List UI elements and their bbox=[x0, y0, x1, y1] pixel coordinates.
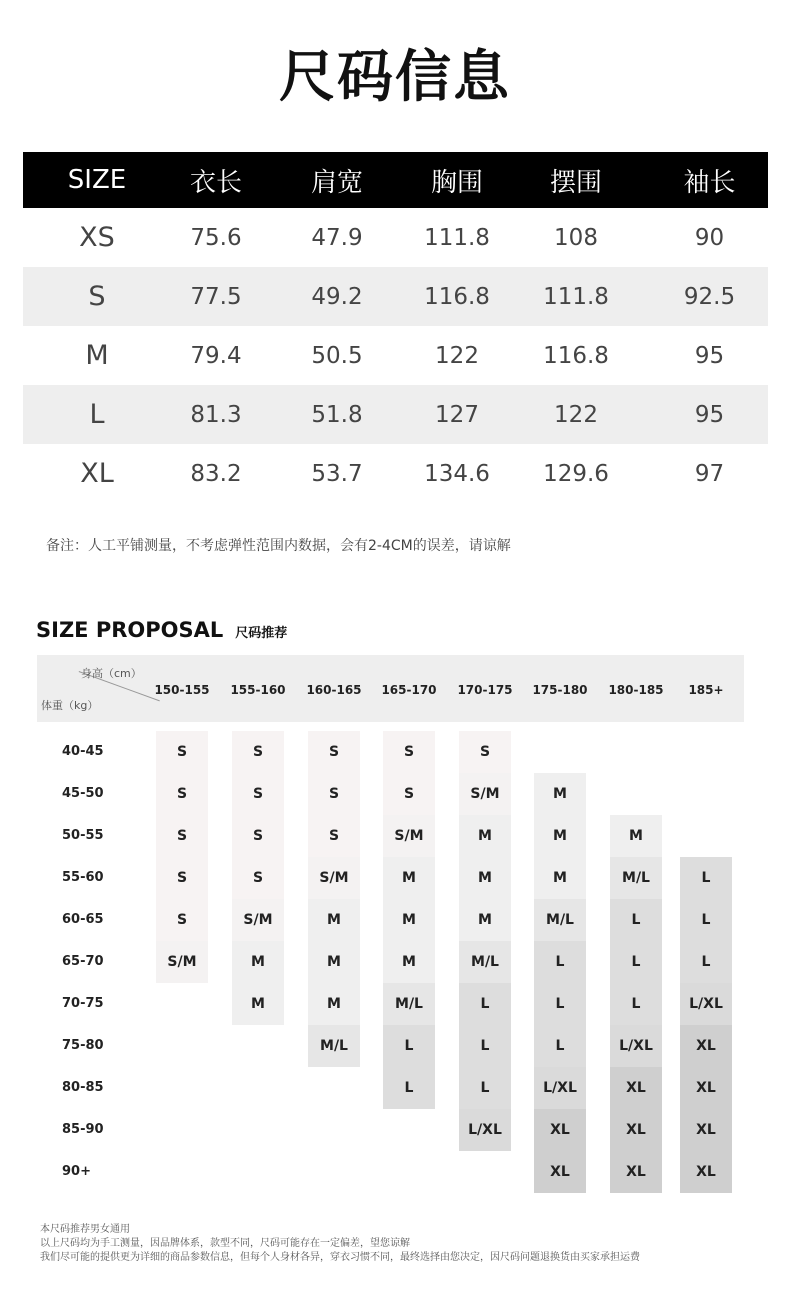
weight-range: 50-55 bbox=[62, 828, 104, 843]
recommended-size-cell: XL bbox=[680, 1151, 732, 1193]
recommended-size-cell: S bbox=[232, 731, 284, 773]
size-table-header bbox=[23, 152, 768, 208]
proposal-title bbox=[36, 618, 287, 642]
size-value: 79.4 bbox=[190, 342, 242, 369]
recommended-size-cell: L/XL bbox=[680, 983, 732, 1025]
size-value: 81.3 bbox=[190, 401, 242, 428]
size-value: 111.8 bbox=[424, 224, 490, 251]
size-table bbox=[23, 152, 768, 503]
recommended-size-cell: L bbox=[680, 941, 732, 983]
size-value: 51.8 bbox=[311, 401, 363, 428]
recommended-size-cell: M bbox=[459, 899, 511, 941]
recommended-size-cell: L bbox=[383, 1067, 435, 1109]
recommended-size-cell: S bbox=[156, 857, 208, 899]
header-cell: 摆围 bbox=[549, 167, 602, 198]
recommended-size-cell: S bbox=[156, 899, 208, 941]
size-value: 97 bbox=[694, 460, 725, 487]
recommended-size-cell: XL bbox=[680, 1025, 732, 1067]
recommended-size-cell: XL bbox=[534, 1151, 586, 1193]
recommended-size-cell: L/XL bbox=[534, 1067, 586, 1109]
height-range: 170-175 bbox=[457, 683, 513, 697]
recommended-size-cell: M/L bbox=[383, 983, 435, 1025]
size-label: L bbox=[89, 399, 105, 430]
recommended-size-cell: M/L bbox=[308, 1025, 360, 1067]
header-cell: SIZE bbox=[67, 165, 127, 195]
recommended-size-cell: L bbox=[383, 1025, 435, 1067]
footer-line: 我们尽可能的提供更为详细的商品参数信息，但每个人身材各异，穿衣习惯不同，最终选择由您决定，因尺码问题退换货由买家承担运费 bbox=[40, 1252, 640, 1263]
recommended-size-cell: L bbox=[459, 1067, 511, 1109]
recommended-size-cell: M bbox=[308, 899, 360, 941]
recommended-size-cell: M bbox=[383, 857, 435, 899]
recommended-size-cell: S bbox=[383, 731, 435, 773]
size-value: 50.5 bbox=[311, 342, 363, 369]
size-row bbox=[23, 208, 768, 267]
weight-range: 80-85 bbox=[62, 1080, 104, 1095]
height-axis-label: 身高（cm） bbox=[81, 667, 142, 680]
footer-notes bbox=[40, 1223, 640, 1265]
recommended-size-cell: XL bbox=[680, 1109, 732, 1151]
size-value: 47.9 bbox=[311, 224, 363, 251]
size-value: 49.2 bbox=[311, 283, 363, 310]
weight-range: 45-50 bbox=[62, 786, 104, 801]
recommended-size-cell: L/XL bbox=[459, 1109, 511, 1151]
recommended-size-cell: L bbox=[610, 983, 662, 1025]
recommended-size-cell: L bbox=[534, 941, 586, 983]
size-value: 53.7 bbox=[311, 460, 363, 487]
measurement-note: 备注：人工平铺测量，不考虑弹性范围内数据，会有2-4CM的误差，请谅解 bbox=[46, 538, 511, 554]
size-value: 122 bbox=[554, 401, 598, 428]
recommended-size-cell: S bbox=[232, 815, 284, 857]
size-value: 134.6 bbox=[424, 460, 490, 487]
recommended-size-cell: S/M bbox=[232, 899, 284, 941]
recommended-size-cell: S bbox=[308, 731, 360, 773]
recommended-size-cell: L bbox=[680, 857, 732, 899]
recommended-size-cell: M bbox=[308, 983, 360, 1025]
weight-range: 70-75 bbox=[62, 996, 104, 1011]
recommended-size-cell: S/M bbox=[156, 941, 208, 983]
size-value: 75.6 bbox=[190, 224, 242, 251]
recommended-size-cell: L bbox=[459, 1025, 511, 1067]
recommended-size-cell: S/M bbox=[308, 857, 360, 899]
size-label: M bbox=[85, 340, 109, 371]
recommended-size-cell: S bbox=[308, 773, 360, 815]
header-cell: 肩宽 bbox=[310, 167, 363, 198]
recommended-size-cell: M bbox=[610, 815, 662, 857]
recommended-size-cell: L/XL bbox=[610, 1025, 662, 1067]
recommended-size-cell: XL bbox=[610, 1151, 662, 1193]
recommended-size-cell: M/L bbox=[534, 899, 586, 941]
size-value: 116.8 bbox=[543, 342, 609, 369]
recommended-size-cell: M bbox=[232, 983, 284, 1025]
recommended-size-cell: M bbox=[232, 941, 284, 983]
size-value: 95 bbox=[694, 401, 725, 428]
recommended-size-cell: M bbox=[534, 815, 586, 857]
recommended-size-cell: L bbox=[534, 983, 586, 1025]
header-cell: 袖长 bbox=[683, 167, 736, 198]
recommended-size-cell: S bbox=[156, 773, 208, 815]
recommended-size-cell: XL bbox=[680, 1067, 732, 1109]
recommended-size-cell: M bbox=[383, 899, 435, 941]
recommended-size-cell: L bbox=[610, 899, 662, 941]
recommended-size-cell: L bbox=[610, 941, 662, 983]
weight-range: 85-90 bbox=[62, 1122, 104, 1137]
recommended-size-cell: S bbox=[383, 773, 435, 815]
size-value: 83.2 bbox=[190, 460, 242, 487]
recommended-size-cell: M bbox=[459, 815, 511, 857]
proposal-title-zh: 尺码推荐 bbox=[235, 626, 288, 641]
height-range: 185+ bbox=[688, 683, 724, 697]
recommended-size-cell: S bbox=[232, 773, 284, 815]
size-row bbox=[23, 326, 768, 385]
recommended-size-cell: XL bbox=[534, 1109, 586, 1151]
weight-range: 40-45 bbox=[62, 744, 104, 759]
size-row bbox=[23, 444, 768, 503]
height-range: 175-180 bbox=[532, 683, 588, 697]
size-value: 127 bbox=[435, 401, 479, 428]
recommended-size-cell: M bbox=[459, 857, 511, 899]
recommended-size-cell: L bbox=[534, 1025, 586, 1067]
recommended-size-cell: L bbox=[459, 983, 511, 1025]
recommended-size-cell: M bbox=[534, 773, 586, 815]
size-value: 111.8 bbox=[543, 283, 609, 310]
recommended-size-cell: S bbox=[459, 731, 511, 773]
size-label: XS bbox=[79, 222, 115, 253]
recommended-size-cell: S bbox=[232, 857, 284, 899]
recommended-size-cell: XL bbox=[610, 1109, 662, 1151]
weight-range: 60-65 bbox=[62, 912, 104, 927]
recommended-size-cell: L bbox=[680, 899, 732, 941]
recommended-size-cell: M bbox=[308, 941, 360, 983]
size-row bbox=[23, 385, 768, 444]
page-title: 尺码信息 bbox=[279, 45, 511, 110]
proposal-title-en: SIZE PROPOSAL bbox=[36, 618, 224, 642]
size-label: XL bbox=[80, 458, 114, 489]
diagonal-corner bbox=[37, 655, 149, 722]
height-range: 165-170 bbox=[381, 683, 437, 697]
weight-range: 75-80 bbox=[62, 1038, 104, 1053]
footer-line: 以上尺码均为手工测量，因品牌体系，款型不同，尺码可能存在一定偏差，望您谅解 bbox=[40, 1238, 410, 1249]
size-value: 90 bbox=[694, 224, 725, 251]
recommended-size-cell: S bbox=[156, 815, 208, 857]
footer-line: 本尺码推荐男女通用 bbox=[40, 1224, 130, 1235]
height-range: 160-165 bbox=[306, 683, 362, 697]
size-value: 129.6 bbox=[543, 460, 609, 487]
recommended-size-cell: S bbox=[308, 815, 360, 857]
recommended-size-cell: S bbox=[156, 731, 208, 773]
size-value: 77.5 bbox=[190, 283, 242, 310]
height-range: 150-155 bbox=[154, 683, 210, 697]
recommended-size-cell: M/L bbox=[610, 857, 662, 899]
recommended-size-cell: M/L bbox=[459, 941, 511, 983]
height-range: 180-185 bbox=[608, 683, 664, 697]
size-value: 116.8 bbox=[424, 283, 490, 310]
weight-range: 55-60 bbox=[62, 870, 104, 885]
height-range: 155-160 bbox=[230, 683, 286, 697]
recommended-size-cell: M bbox=[383, 941, 435, 983]
size-value: 95 bbox=[694, 342, 725, 369]
weight-axis-label: 体重（kg） bbox=[41, 699, 99, 712]
header-cell: 衣长 bbox=[189, 167, 242, 198]
recommended-size-cell: M bbox=[534, 857, 586, 899]
size-value: 108 bbox=[554, 224, 598, 251]
weight-range: 65-70 bbox=[62, 954, 104, 969]
proposal-header bbox=[37, 655, 744, 722]
size-value: 92.5 bbox=[683, 283, 736, 310]
recommended-size-cell: XL bbox=[610, 1067, 662, 1109]
recommended-size-cell: S/M bbox=[383, 815, 435, 857]
header-cell: 胸围 bbox=[430, 167, 483, 198]
size-value: 122 bbox=[435, 342, 479, 369]
weight-range: 90+ bbox=[62, 1164, 91, 1179]
size-row bbox=[23, 267, 768, 326]
size-label: S bbox=[88, 281, 106, 312]
recommended-size-cell: S/M bbox=[459, 773, 511, 815]
